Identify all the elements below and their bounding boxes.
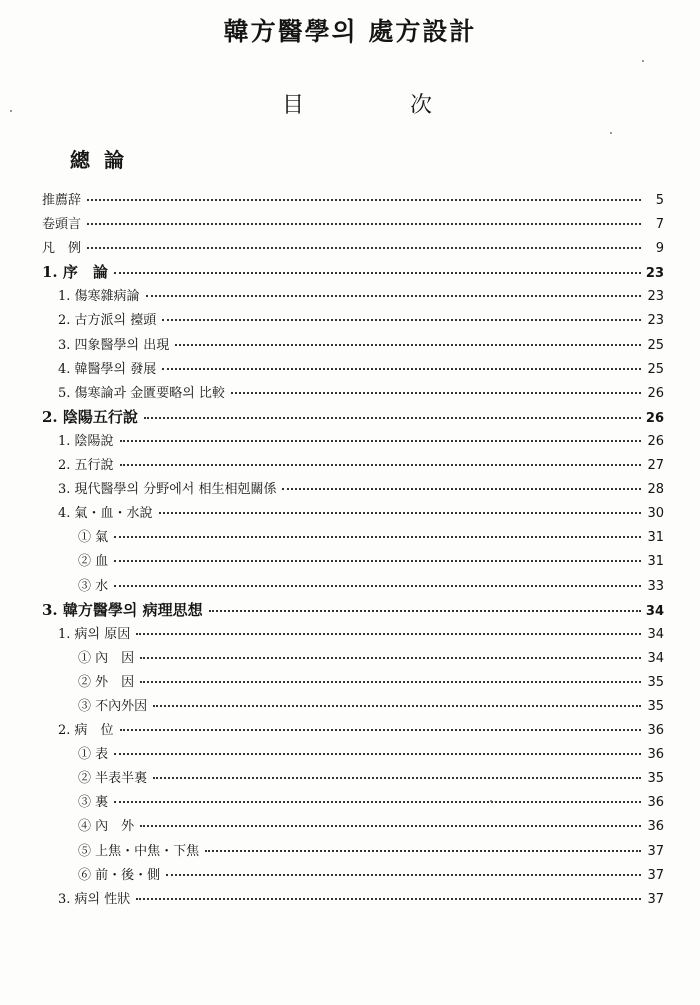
toc-entry — [42, 526, 664, 550]
scan-speck — [490, 800, 492, 802]
toc-entry-page-number: 31 — [647, 554, 664, 570]
scan-speck — [610, 132, 612, 134]
dot-leader — [153, 705, 641, 707]
toc-entry-page-number: 36 — [647, 795, 664, 811]
toc-entry — [42, 840, 664, 864]
toc-entry-label: 4. 韓醫學의 發展 — [58, 361, 157, 377]
toc-entry-page-number: 7 — [655, 217, 664, 233]
toc-entry — [42, 599, 664, 623]
toc-entry — [42, 671, 664, 695]
toc-entry — [42, 695, 664, 719]
dot-leader — [114, 272, 641, 274]
toc-entry-label: ① 內 因 — [78, 650, 135, 666]
toc-entry-label: 1. 陰陽說 — [58, 433, 114, 449]
toc-entry-page-number: 37 — [647, 891, 664, 907]
dot-leader — [120, 464, 641, 466]
toc-entry-page-number: 25 — [647, 337, 664, 353]
toc-entry-label: 2. 古方派의 擡頭 — [58, 313, 157, 329]
toc-entry-page-number: 35 — [647, 698, 664, 714]
dot-leader — [136, 633, 641, 635]
toc-entry-label: ② 外 因 — [78, 674, 135, 690]
toc-entry — [42, 815, 664, 839]
dot-leader — [162, 368, 641, 370]
scan-speck — [10, 110, 12, 112]
toc-entry-label: ① 氣 — [78, 530, 109, 546]
toc-entry — [42, 502, 664, 526]
toc-entry-label: 3. 現代醫學의 分野에서 相生相剋關係 — [58, 482, 277, 498]
toc-entry-label: ① 表 — [78, 747, 109, 763]
dot-leader — [231, 392, 641, 394]
toc-entry — [42, 430, 664, 454]
dot-leader — [282, 488, 641, 490]
toc-entry — [42, 767, 664, 791]
toc-entry-label: ② 半表半裏 — [78, 771, 148, 787]
toc-entry-page-number: 33 — [647, 578, 664, 594]
toc-entry-page-number: 34 — [647, 650, 664, 666]
toc-entry — [42, 382, 664, 406]
section-heading: 總論 — [70, 148, 138, 172]
toc-entry-page-number: 30 — [647, 506, 664, 522]
toc-entry-label: 1. 傷寒雜病論 — [58, 289, 140, 305]
toc-entry — [42, 309, 664, 333]
dot-leader — [114, 536, 641, 538]
dot-leader — [146, 295, 641, 297]
toc-entry-page-number: 25 — [647, 361, 664, 377]
toc-entry-page-number: 28 — [647, 482, 664, 498]
toc-entry-label: ③ 水 — [78, 578, 109, 594]
toc-entry-page-number: 27 — [647, 458, 664, 474]
scan-speck — [642, 60, 644, 62]
book-title: 韓方醫學의 處方設計 — [223, 17, 477, 46]
toc-entry-page-number: 36 — [647, 819, 664, 835]
table-of-contents — [42, 189, 664, 912]
toc-entry-label: 3. 病의 性狀 — [58, 891, 131, 907]
toc-entry-page-number: 34 — [647, 626, 664, 642]
dot-leader — [120, 440, 641, 442]
toc-entry-page-number: 35 — [647, 771, 664, 787]
toc-entry — [42, 478, 664, 502]
toc-entry-label: ⑤ 上焦・中焦・下焦 — [78, 843, 200, 859]
toc-entry-page-number: 26 — [647, 385, 664, 401]
dot-leader — [120, 729, 641, 731]
dot-leader — [144, 417, 641, 419]
toc-entry-label: ③ 不內外因 — [78, 698, 148, 714]
toc-entry-page-number: 26 — [645, 410, 664, 426]
dot-leader — [114, 560, 641, 562]
toc-entry-page-number: 36 — [647, 747, 664, 763]
toc-entry-page-number: 37 — [647, 843, 664, 859]
toc-entry-label: 2. 陰陽五行說 — [42, 407, 138, 426]
toc-entry-page-number: 9 — [655, 241, 664, 257]
toc-entry — [42, 334, 664, 358]
toc-entry-label: ④ 內 外 — [78, 819, 135, 835]
toc-entry-label: 5. 傷寒論과 金匱要略의 比較 — [58, 385, 225, 401]
toc-entry-page-number: 37 — [647, 867, 664, 883]
toc-entry-label: 推薦辞 — [42, 193, 82, 208]
toc-entry-page-number: 5 — [655, 193, 664, 208]
toc-entry — [42, 719, 664, 743]
toc-entry-label: 3. 四象醫學의 出現 — [58, 337, 170, 353]
toc-entry — [42, 406, 664, 430]
dot-leader — [205, 850, 641, 852]
toc-entry-page-number: 26 — [647, 433, 664, 449]
dot-leader — [166, 874, 641, 876]
toc-entry — [42, 743, 664, 767]
toc-heading — [282, 88, 432, 119]
dot-leader — [209, 610, 641, 612]
dot-leader — [140, 657, 641, 659]
toc-entry — [42, 237, 664, 261]
toc-entry-label: 1. 病의 原因 — [58, 626, 131, 642]
toc-heading-char-2: 次 — [409, 93, 432, 118]
toc-heading-char-1: 目 — [282, 93, 305, 118]
dot-leader — [175, 344, 641, 346]
toc-entry-label: 2. 病 位 — [58, 723, 114, 739]
toc-entry-page-number: 23 — [647, 313, 664, 329]
toc-entry — [42, 647, 664, 671]
dot-leader — [136, 898, 641, 900]
toc-entry — [42, 623, 664, 647]
toc-entry — [42, 888, 664, 912]
toc-entry-label: ⑥ 前・後・側 — [78, 867, 161, 883]
toc-entry-label: 4. 氣・血・水說 — [58, 506, 153, 522]
dot-leader — [140, 681, 641, 683]
toc-entry-page-number: 23 — [645, 266, 664, 282]
dot-leader — [162, 319, 641, 321]
toc-entry-label: ② 血 — [78, 554, 109, 570]
toc-entry-page-number: 23 — [647, 289, 664, 305]
toc-entry — [42, 358, 664, 382]
dot-leader — [87, 199, 641, 201]
dot-leader — [114, 801, 641, 803]
dot-leader — [114, 585, 641, 587]
toc-entry — [42, 550, 664, 574]
toc-entry — [42, 454, 664, 478]
dot-leader — [140, 825, 641, 827]
toc-entry — [42, 189, 664, 213]
toc-entry — [42, 575, 664, 599]
dot-leader — [114, 753, 641, 755]
dot-leader — [153, 777, 641, 779]
dot-leader — [159, 512, 641, 514]
toc-entry-label: ③ 裏 — [78, 795, 109, 811]
toc-entry-page-number: 31 — [647, 530, 664, 546]
toc-entry-page-number: 34 — [645, 603, 664, 619]
toc-entry — [42, 285, 664, 309]
toc-entry — [42, 864, 664, 888]
toc-entry-page-number: 36 — [647, 723, 664, 739]
toc-entry-page-number: 35 — [647, 674, 664, 690]
toc-entry-label: 卷頭言 — [42, 217, 82, 233]
toc-entry — [42, 213, 664, 237]
toc-entry-label: 3. 韓方醫學의 病理思想 — [42, 600, 203, 619]
toc-entry — [42, 261, 664, 285]
dot-leader — [87, 247, 641, 249]
toc-entry — [42, 791, 664, 815]
toc-entry-label: 凡 例 — [42, 241, 82, 257]
toc-entry-label: 2. 五行說 — [58, 458, 114, 474]
toc-entry-label: 1. 序 論 — [42, 263, 108, 282]
dot-leader — [87, 223, 641, 225]
